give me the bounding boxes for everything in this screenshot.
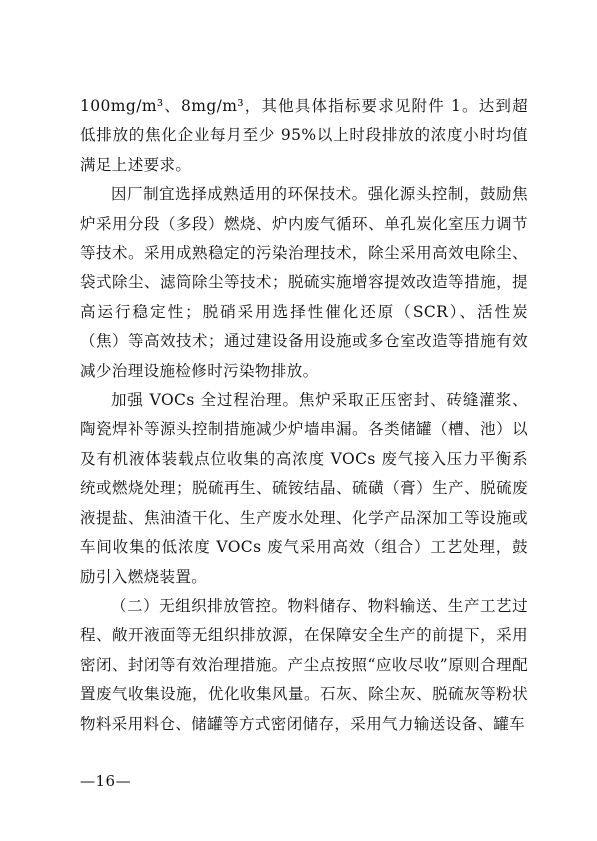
paragraph-vocs-treatment: 加强 VOCs 全过程治理。焦炉采取正压密封、砖缝灌浆、陶瓷焊补等源头控制措施减少炉墙串漏。各类储罐（槽、池）以及有机液体装载点位收集的高浓度 VOCs 废气接入压力平衡系统或燃烧处理；脱硫再生、硫铵结晶、硫磺（膏）生产、脱硫废液提盐、焦油渣干化、生产废水处理、化学产品深加工等设施或车间收集的低浓度 VOCs 废气采用高效（组合）工艺处理，鼓励引入燃烧装置。 — [80, 391, 528, 586]
paragraph-fugitive-emission-control: （二）无组织排放管控。物料储存、物料输送、生产工艺过程、敞开液面等无组织排放源，在保障安全生产的前提下，采用密闭、封闭等有效治理措施。产尘点按照“应收尽收”原则合理配置废气收集设施，优化收集风量。石灰、除尘灰、脱硫灰等粉状物料采用料仓、储罐等方式密闭储存，采用气力输送设备、罐车 — [80, 596, 528, 733]
paragraph-emission-limits: 100mg/m³、8mg/m³，其他具体指标要求见附件 1。达到超低排放的焦化企业每月至少 95%以上时段排放的浓度小时均值满足上述要求。 — [80, 97, 528, 174]
page-number: —16— — [80, 772, 132, 790]
body-text — [80, 92, 528, 739]
paragraph-environmental-technology: 因厂制宜选择成熟适用的环保技术。强化源头控制，鼓励焦炉采用分段（多段）燃烧、炉内废气循环、单孔炭化室压力调节等技术。采用成熟稳定的污染治理技术，除尘采用高效电除尘、袋式除尘、滤筒除尘等技术；脱硫实施增容提效改造等措施，提高运行稳定性；脱硝采用选择性催化还原（SCR）、活性炭（焦）等高效技术；通过建设备用设施或多仓室改造等措施有效减少治理设施检修时污染物排放。 — [80, 185, 528, 380]
